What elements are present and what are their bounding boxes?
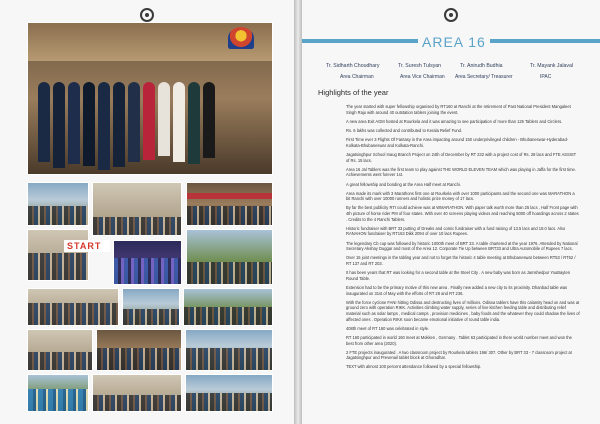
round-table-emblem-icon: [444, 8, 458, 22]
officer-name-vice-chairman: Tr. Suresh Tulsyan: [398, 63, 442, 69]
officer-role-secretary: Area Secretary/ Treasurer: [455, 74, 513, 80]
highlights-title: Highlights of the year: [318, 88, 389, 97]
highlight-paragraph: TEXT with almost 100 percent attendance followed by a special fellowship.: [346, 364, 482, 370]
area-title: AREA 16: [422, 34, 486, 50]
officer-name-secretary: Tr. Anirudh Budhia: [460, 63, 503, 69]
collage-photo-3: [186, 182, 273, 226]
highlight-paragraph: It has been years that RT was looking for a second table at the Steel City . A new baby was born as Jamshedpur YouBayten Round Table.: [346, 270, 571, 281]
officer-name-chairman: Tr. Sidharth Choudhary: [326, 63, 380, 69]
collage-photo-4: [27, 229, 89, 281]
emblem-logo-icon: [228, 27, 254, 49]
collage-photo-15: [92, 374, 182, 412]
highlight-paragraph: Jagatsinghpur School Inaug Branch Project on 24th of December by RT 232 with a project cost of Rs. 28 lacs and FTE ASSIST of Rs. 15 lacs.: [346, 151, 577, 163]
collage-photo-13: [185, 329, 273, 371]
collage-photo-9: [122, 288, 180, 326]
collage-photo-10: [183, 288, 273, 326]
highlight-paragraph: The legendary Cb cup was followed by historic 1000th meet of BRT 33. A table chartered at the year 1976. Attended by National Secretary Akshay Duggar and most of the Area 12. Corporate Tie Up between BRT33 and Ultra Automobile of Rupees 7 lacs.: [346, 240, 578, 252]
collage-photo-1: [27, 182, 89, 226]
left-page: [0, 0, 294, 424]
collage-photo-14: [27, 374, 89, 412]
highlight-paragraph: Over 15 joint meetings in the tabling year and not to forget the historic 4 table meeting at Bhubaneswar between RT53 / RT62 / RT 137 and RT 203.: [346, 255, 576, 266]
officer-role-chairman: Area Chairman: [340, 74, 374, 80]
highlight-paragraph: Historic fundraiser with BRT 33 putting of Dreaks and comic fundraiser with a fund raising of 13.5 lacs and 18.0 lacs. Also RANAHON fundraiser by RT163 Dikk 2094 of over 10 lacs Rupees.: [346, 225, 566, 237]
collage-photo-2: [92, 182, 182, 236]
highlight-paragraph: A great fellowship and bonding at the Area Half meet at Ranchi.: [346, 181, 461, 187]
highlight-paragraph: With the force cyclone FANI hitting Odissa and destructing lives of millions. Odissa tablers have this calamity head on and was at ground zero with operation RIKK. Activities climbing water supply, series of live kitchen feeding table and distributing relief material such as solar lamps , medical camps , provision medicines , baby foods and the whatever they could shadow the lives of affected ones . Operation RIKK soon became emotional initiative of round table india.: [346, 299, 580, 322]
collage-photo-6: [113, 240, 182, 285]
highlight-paragraph: The year started with super fellowship organised by RT160 at Ranchi at the retirement of Past National President Mangaleet Singh Raju with around 40 outstation tablers joining the event.: [346, 104, 571, 115]
officer-role-vice-chairman: Area Vice Chairman: [400, 74, 445, 80]
highlight-paragraph: Extension had to be the primary motive of this new area . Finally new added a new city to its proximity. Dhanbad table was inaugurated on 31st of May with the efforts of RT 28 and RT 236.: [346, 284, 568, 296]
collage-photo-12: [96, 329, 182, 371]
right-page: [302, 0, 600, 424]
collage-photo-11: [27, 329, 93, 371]
highlight-paragraph: 2 FTE projects inaugurated . A two classroom project by Rourkela tablers 196/ 307. Other by BRT 33 - 7 classroom project at Jagatsinghpur and Prevenail tablet block at Ghoradhar.: [346, 349, 572, 361]
officer-role-ipac: IPAC: [540, 74, 552, 80]
highlight-paragraph: Rs. 6 lakhs was collected and contributed to Kerala Relief Fund.: [346, 127, 463, 133]
highlight-paragraph: 408th meet of RT 160 was celebrated in style.: [346, 325, 430, 331]
title-rule-left: [302, 39, 418, 43]
highlight-paragraph: Area made its mark with 3 Marathons first one at Rourkela with over 1000 participants and the second one was MARATHON a bit Ranchi with over 10000 runners and holistic prize money of 17 lacs.: [346, 190, 575, 202]
highlights-body: [346, 104, 580, 374]
book-spine: [294, 0, 302, 424]
officer-name-ipac: Tr. Mayank Jalaval: [530, 63, 574, 69]
round-table-emblem-icon: [140, 8, 154, 22]
highlight-paragraph: By far the best publicity RTI could achieve was at WMARATHON. With paper talk worth more than 25 lacs , Half Front page with 4th picture of horse rider PM of four states. With over 40 screens playing videos and reaching 5000 off hoardings across 2 states . Credits to the 4 Ranchi Tablers.: [346, 205, 579, 222]
highlight-paragraph: A new area Exit AGM hosted at Rourkela and it was amazing to see participation of more than 125 Tablers and Circlers.: [346, 118, 563, 124]
collage-photo-16: [185, 374, 273, 412]
collage-photo-8: [27, 288, 119, 326]
collage-photo-7: [186, 229, 273, 285]
highlight-paragraph: Area 16 Jal Tablers was the first team to play against THE WORLD ELEVEN TEAM which was playing in Jaffa for the first time. Achievements went forever 1st.: [346, 166, 576, 178]
highlight-paragraph: RT 160 participated in world 160 meet at Mokken , Germany . Tablet 63 participated in there world number meet and won the best from other area (2020).: [346, 334, 572, 346]
title-rule-right: [490, 39, 600, 43]
group-photo-main: [27, 22, 273, 175]
highlight-paragraph: First Time ever 3 Flights Of Fantasy in the Area impacting around 150 underprivileged children - Bhubaneswar-Hyderabad-Kolkata-Bhubaneswar and Kolkata-Ranchi.: [346, 137, 569, 148]
collage-photo-5: START: [64, 240, 110, 252]
group-people: [38, 82, 215, 170]
